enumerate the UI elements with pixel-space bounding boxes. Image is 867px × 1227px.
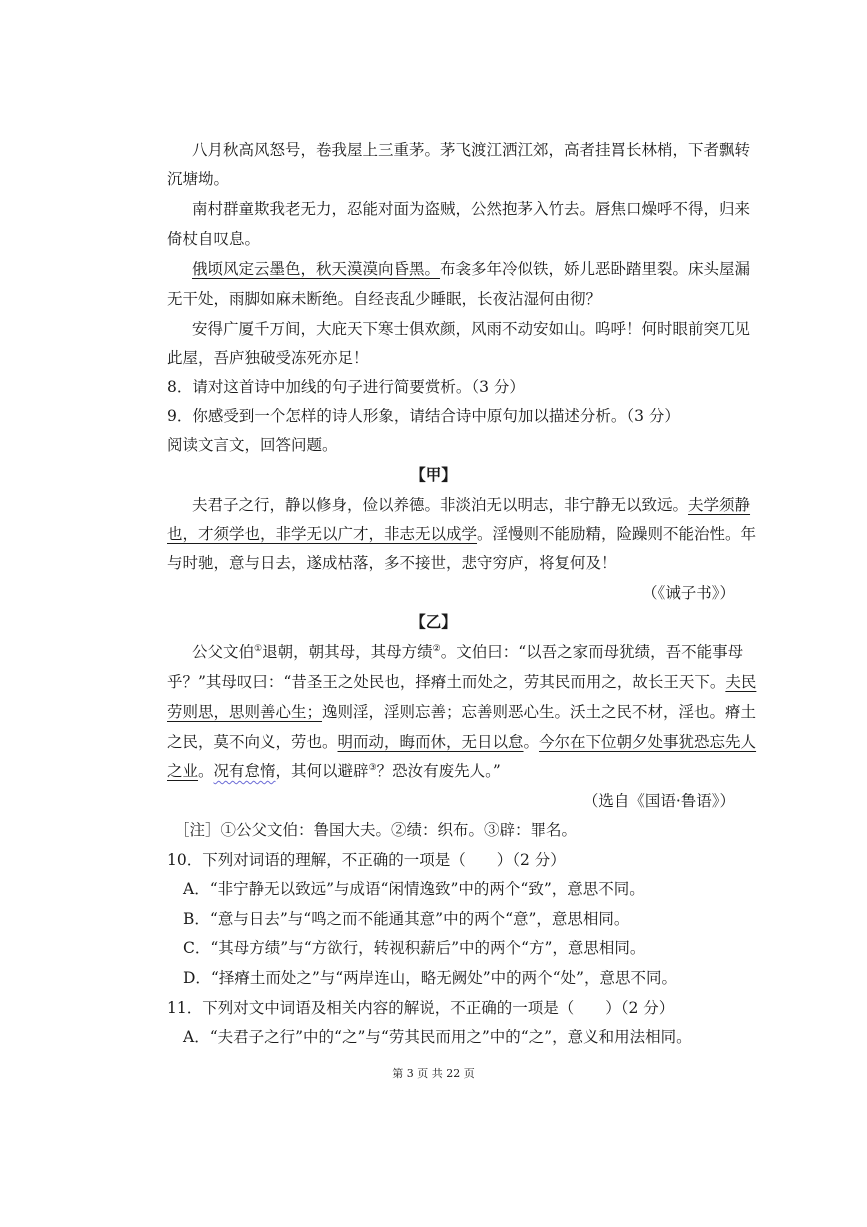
passage-yi-line-5: 之业。况有怠惰，其何以避辟③？恐汝有废先人。” [167, 762, 501, 780]
passage-yi-line-1: 公父文伯①退朝，朝其母，其母方绩②。文伯曰：“以吾之家而母犹绩，吾不能事母 [192, 643, 744, 661]
poem-stanza-1-line-2: 沉塘坳。 [167, 170, 230, 188]
question-9: 9．你感受到一个怎样的诗人形象，请结合诗中原句加以描述分析。（3 分） [167, 407, 680, 425]
question-10-option-c: C．“其母方绩”与“方欲行，转视积薪后”中的两个“方”，意思相同。 [183, 939, 646, 957]
passage-yi-source: （选自《国语·鲁语》） [582, 792, 735, 810]
poem-stanza-1-line-1: 八月秋高风怒号，卷我屋上三重茅。茅飞渡江洒江郊，高者挂罥长林梢，下者飘转 [192, 141, 751, 159]
page-footer: 第 3 页 共 22 页 [392, 1067, 475, 1080]
passage-jia-heading: 【甲】 [410, 465, 457, 484]
poem-stanza-4-line-2: 此屋，吾庐独破受冻死亦足！ [167, 349, 369, 367]
passage-jia-source: （《诫子书》） [641, 584, 735, 602]
passage-yi-line-3: 劳则思，思则善心生；逸则淫，淫则忘善；忘善则恶心生。沃土之民不材，淫也。瘠土 [167, 703, 757, 721]
poem-stanza-2-line-1: 南村群童欺我老无力，忍能对面为盗贼，公然抱茅入竹去。唇焦口燥呼不得，归来 [192, 200, 751, 218]
passage-yi-line-2: 乎？”其母叹曰：“昔圣王之处民也，择瘠土而处之，劳其民而用之，故长王天下。夫民 [167, 673, 757, 691]
poem-stanza-3-line-2: 无干处，雨脚如麻未断绝。自经丧乱少睡眠，长夜沾湿何由彻？ [167, 290, 602, 308]
passage-jia-line-3: 与时驰，意与日去，遂成枯落，多不接世，悲守穷庐，将复何及！ [167, 554, 617, 572]
question-11-option-a: A．“夫君子之行”中的“之”与“劳其民而用之”中的“之”，意义和用法相同。 [183, 1028, 692, 1046]
annotation-note: ［注］①公父文伯：鲁国大夫。②绩：织布。③辟：罪名。 [174, 821, 578, 839]
passage-yi-line-4: 之民，莫不向义，劳也。明而动，晦而休，无日以怠。今尔在下位朝夕处事犹恐忘先人 [167, 733, 757, 751]
question-10-option-a: A．“非宁静无以致远”与成语“闲情逸致”中的两个“致”，意思不同。 [183, 880, 645, 898]
passage-yi-heading: 【乙】 [410, 612, 457, 631]
question-10-option-d: D．“择瘠土而处之”与“两岸连山，略无阙处”中的两个“处”，意思不同。 [183, 969, 677, 987]
classical-reading-intro: 阅读文言文，回答问题。 [167, 436, 338, 454]
poem-stanza-4-line-1: 安得广厦千万间，大庇天下寒士俱欢颜，风雨不动安如山。呜呼！何时眼前突兀见 [192, 320, 751, 338]
poem-stanza-2-line-2: 倚杖自叹息。 [167, 230, 261, 248]
poem-stanza-3-line-1: 俄顷风定云墨色，秋天漠漠向昏黑。布衾多年冷似铁，娇儿恶卧踏里裂。床头屋漏 [192, 260, 751, 278]
question-11-stem: 11．下列对文中词语及相关内容的解说，不正确的一项是（ ）（2 分） [167, 999, 675, 1017]
question-8: 8．请对这首诗中加线的句子进行简要赏析。（3 分） [167, 378, 525, 396]
passage-jia-line-2: 也，才须学也，非学无以广才，非志无以成学。淫慢则不能励精，险躁则不能治性。年 [167, 525, 757, 543]
passage-jia-line-1: 夫君子之行，静以修身，俭以养德。非淡泊无以明志，非宁静无以致远。夫学须静 [192, 496, 751, 514]
question-10-stem: 10．下列对词语的理解，不正确的一项是（ ）（2 分） [167, 851, 566, 869]
underlined-sentence: 俄顷风定云墨色，秋天漠漠向昏黑。 [192, 260, 441, 278]
question-10-option-b: B．“意与日去”与“鸣之而不能通其意”中的两个“意”，意思相同。 [183, 910, 630, 928]
